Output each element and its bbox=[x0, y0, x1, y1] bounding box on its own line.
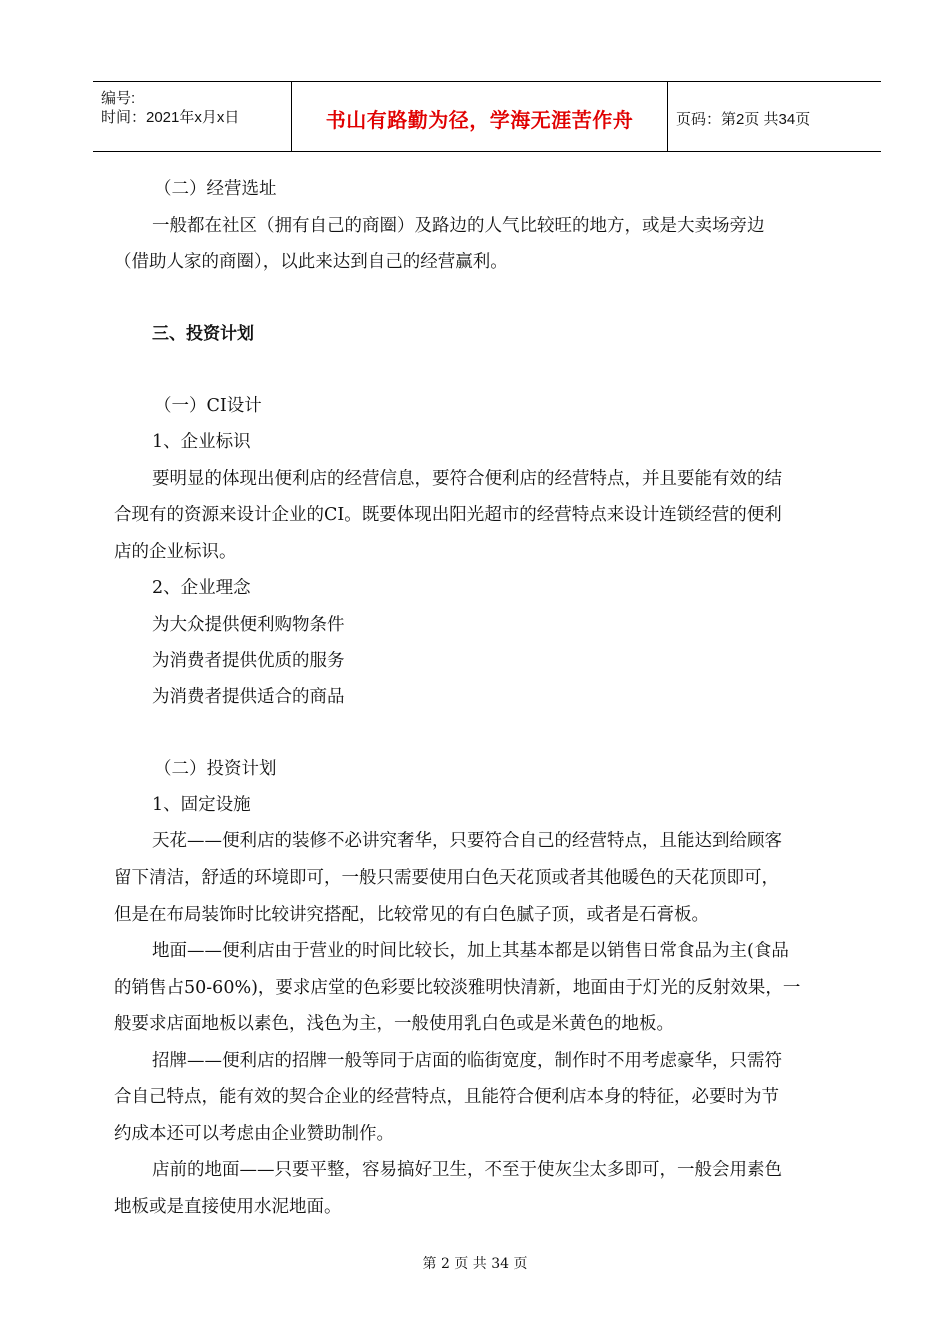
philosophy-item: 为消费者提供适合的商品 bbox=[152, 687, 345, 707]
paragraph-line: 店前的地面——只要平整，容易搞好卫生，不至于使灰尘太多即可，一般会用素色 bbox=[152, 1160, 782, 1180]
philosophy-item: 为消费者提供优质的服务 bbox=[152, 651, 345, 671]
subheading-corporate-philosophy: 2、企业理念 bbox=[152, 578, 251, 598]
paragraph-line: 要明显的体现出便利店的经营信息，要符合便利店的经营特点，并且要能有效的结 bbox=[152, 469, 782, 489]
subheading-ci-design: （一）CI设计 bbox=[154, 396, 262, 416]
paragraph-line: 店的企业标识。 bbox=[114, 542, 237, 562]
subheading-corporate-identity: 1、企业标识 bbox=[152, 432, 251, 452]
header-page-cell bbox=[668, 82, 881, 151]
page-header bbox=[93, 81, 881, 152]
paragraph-line: 合现有的资源来设计企业的CI。既要体现出阳光超市的经营特点来设计连锁经营的便利 bbox=[114, 505, 782, 525]
paragraph-line: （借助人家的商圈），以此来达到自己的经营赢利。 bbox=[114, 252, 508, 272]
page-footer: 第 2 页 共 34 页 bbox=[422, 1256, 528, 1272]
header-motto-cell bbox=[291, 82, 668, 151]
header-motto: 书山有路勤为径，学海无涯苦作舟 bbox=[325, 108, 634, 132]
paragraph-line: 约成本还可以考虑由企业赞助制作。 bbox=[114, 1124, 394, 1144]
paragraph-line: 地面——便利店由于营业的时间比较长，加上其基本都是以销售日常食品为主(食品 bbox=[152, 941, 789, 961]
paragraph-line: 一般都在社区（拥有自己的商圈）及路边的人气比较旺的地方，或是大卖场旁边 bbox=[152, 216, 765, 236]
paragraph-line: 但是在布局装饰时比较讲究搭配，比较常见的有白色腻子顶，或者是石膏板。 bbox=[114, 905, 709, 925]
section-heading-investment-plan: 三、投资计划 bbox=[152, 324, 254, 344]
subheading-fixed-facilities: 1、固定设施 bbox=[152, 795, 251, 815]
paragraph-line: 招牌——便利店的招牌一般等同于店面的临街宽度，制作时不用考虑豪华，只需符 bbox=[152, 1051, 782, 1071]
header-meta bbox=[93, 82, 291, 151]
paragraph-line: 地板或是直接使用水泥地面。 bbox=[114, 1197, 342, 1217]
doc-time: 时间：2021年x月x日 bbox=[101, 109, 240, 126]
header-page-info: 页码：第2页 共34页 bbox=[676, 111, 811, 128]
paragraph-line: 天花——便利店的装修不必讲究奢华，只要符合自己的经营特点，且能达到给顾客 bbox=[152, 831, 782, 851]
paragraph-line: 的销售占50-60%)，要求店堂的色彩要比较淡雅明快清新，地面由于灯光的反射效果，一 bbox=[114, 978, 801, 998]
paragraph-line: 留下清洁，舒适的环境即可，一般只需要使用白色天花顶或者其他暖色的天花顶即可， bbox=[114, 868, 779, 888]
philosophy-item: 为大众提供便利购物条件 bbox=[152, 615, 345, 635]
paragraph-line: 般要求店面地板以素色，浅色为主，一般使用乳白色或是米黄色的地板。 bbox=[114, 1014, 674, 1034]
paragraph-line: 合自己特点，能有效的契合企业的经营特点，且能符合便利店本身的特征，必要时为节 bbox=[114, 1087, 779, 1107]
doc-number-label: 编号: bbox=[101, 90, 136, 107]
subheading-site-selection: （二）经营选址 bbox=[154, 179, 277, 199]
subheading-investment-plan: （二）投资计划 bbox=[154, 759, 277, 779]
